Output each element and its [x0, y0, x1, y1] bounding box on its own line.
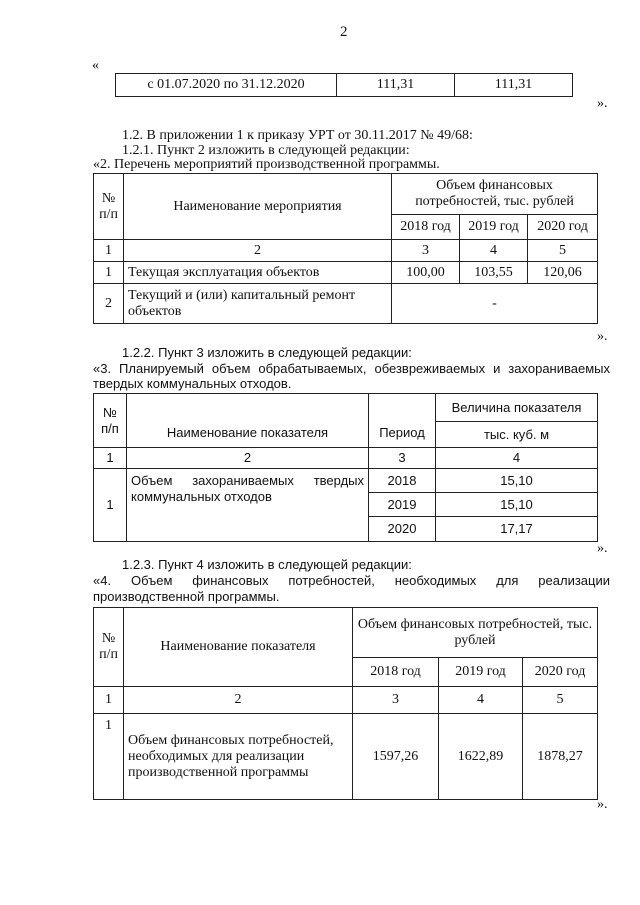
open-quote-top: «	[92, 58, 99, 73]
header-volume: Объем финансовых потребностей, тыс. рублей	[392, 174, 598, 215]
index-cell: 4	[460, 240, 528, 262]
row-value: 103,55	[460, 262, 528, 284]
header-indicator-name: Наименование показателя	[124, 608, 353, 687]
table3-title: «4. Объем финансовых потребностей, необходимых для реализации производственной программы.	[93, 573, 610, 604]
row-indicator-name	[127, 469, 369, 542]
indicator-name-text: Объем захораниваемых твердых коммунальных отходов	[131, 473, 364, 504]
row-value: 120,06	[528, 262, 598, 284]
index-cell: 3	[392, 240, 460, 262]
close-quote-t1: ».	[597, 329, 608, 344]
row-event-name: Текущий и (или) капитальный ремонт объектов	[124, 284, 392, 324]
index-cell: 2	[124, 687, 353, 714]
close-quote-t2: ».	[597, 541, 608, 556]
header-num: № п/п	[94, 174, 124, 240]
row-value: 1878,27	[523, 714, 598, 800]
paragraph-1-2: 1.2. В приложении 1 к приказу УРТ от 30.11.2017 № 49/68:	[122, 128, 473, 143]
close-quote-t3: ».	[597, 797, 608, 812]
header-volume: Объем финансовых потребностей, тыс. рублей	[353, 608, 598, 658]
header-year: 2020 год	[528, 215, 598, 240]
page-number: 2	[340, 24, 348, 40]
row-value: 1622,89	[439, 714, 523, 800]
header-num: № п/п	[94, 608, 124, 687]
header-year: 2020 год	[523, 658, 598, 687]
row-value: 17,17	[436, 517, 598, 542]
waste-volume-table	[93, 393, 598, 542]
index-cell: 5	[523, 687, 598, 714]
row-period: 2018	[369, 469, 436, 493]
index-cell: 5	[528, 240, 598, 262]
period-cell: с 01.07.2020 по 31.12.2020	[116, 74, 337, 97]
row-num: 1	[94, 262, 124, 284]
continuation-table	[115, 73, 573, 97]
value-cell: 111,31	[455, 74, 573, 97]
close-quote-top: ».	[597, 96, 608, 111]
index-cell: 2	[124, 240, 392, 262]
index-cell: 1	[94, 448, 127, 469]
paragraph-1-2-2: 1.2.2. Пункт 3 изложить в следующей редакции:	[122, 345, 412, 360]
index-cell: 3	[353, 687, 439, 714]
row-num: 1	[94, 714, 124, 800]
header-year: 2019 год	[460, 215, 528, 240]
row-value: 100,00	[392, 262, 460, 284]
row-period: 2020	[369, 517, 436, 542]
row-value: 15,10	[436, 469, 598, 493]
row-num: 1	[94, 469, 127, 542]
index-cell: 3	[369, 448, 436, 469]
index-cell: 4	[436, 448, 598, 469]
row-indicator-name: Объем финансовых потребностей, необходимых для реализации производственной программы	[124, 714, 353, 800]
value-cell: 111,31	[337, 74, 455, 97]
header-period: Период	[369, 394, 436, 448]
header-unit: тыс. куб. м	[436, 422, 598, 448]
index-cell: 2	[127, 448, 369, 469]
index-cell: 4	[439, 687, 523, 714]
header-year: 2018 год	[392, 215, 460, 240]
row-num: 2	[94, 284, 124, 324]
table1-title: «2. Перечень мероприятий производственной программы.	[93, 157, 440, 172]
header-year: 2018 год	[353, 658, 439, 687]
row-event-name: Текущая эксплуатация объектов	[124, 262, 392, 284]
index-cell: 1	[94, 240, 124, 262]
paragraph-1-2-3: 1.2.3. Пункт 4 изложить в следующей редакции:	[122, 557, 412, 572]
row-value: 15,10	[436, 493, 598, 517]
paragraph-1-2-1: 1.2.1. Пункт 2 изложить в следующей редакции:	[122, 143, 410, 158]
header-num: № п/п	[94, 394, 127, 448]
header-indicator-name: Наименование показателя	[127, 394, 369, 448]
header-year: 2019 год	[439, 658, 523, 687]
header-event-name: Наименование мероприятия	[124, 174, 392, 240]
table2-title: «3. Планируемый объем обрабатываемых, обезвреживаемых и захораниваемых твердых коммунальных отходов.	[93, 361, 610, 391]
row-value: 1597,26	[353, 714, 439, 800]
row-period: 2019	[369, 493, 436, 517]
index-cell: 1	[94, 687, 124, 714]
financial-needs-table	[93, 607, 598, 800]
header-indicator-value: Величина показателя	[436, 394, 598, 422]
events-table	[93, 173, 598, 324]
row-merged-value: -	[392, 284, 598, 324]
